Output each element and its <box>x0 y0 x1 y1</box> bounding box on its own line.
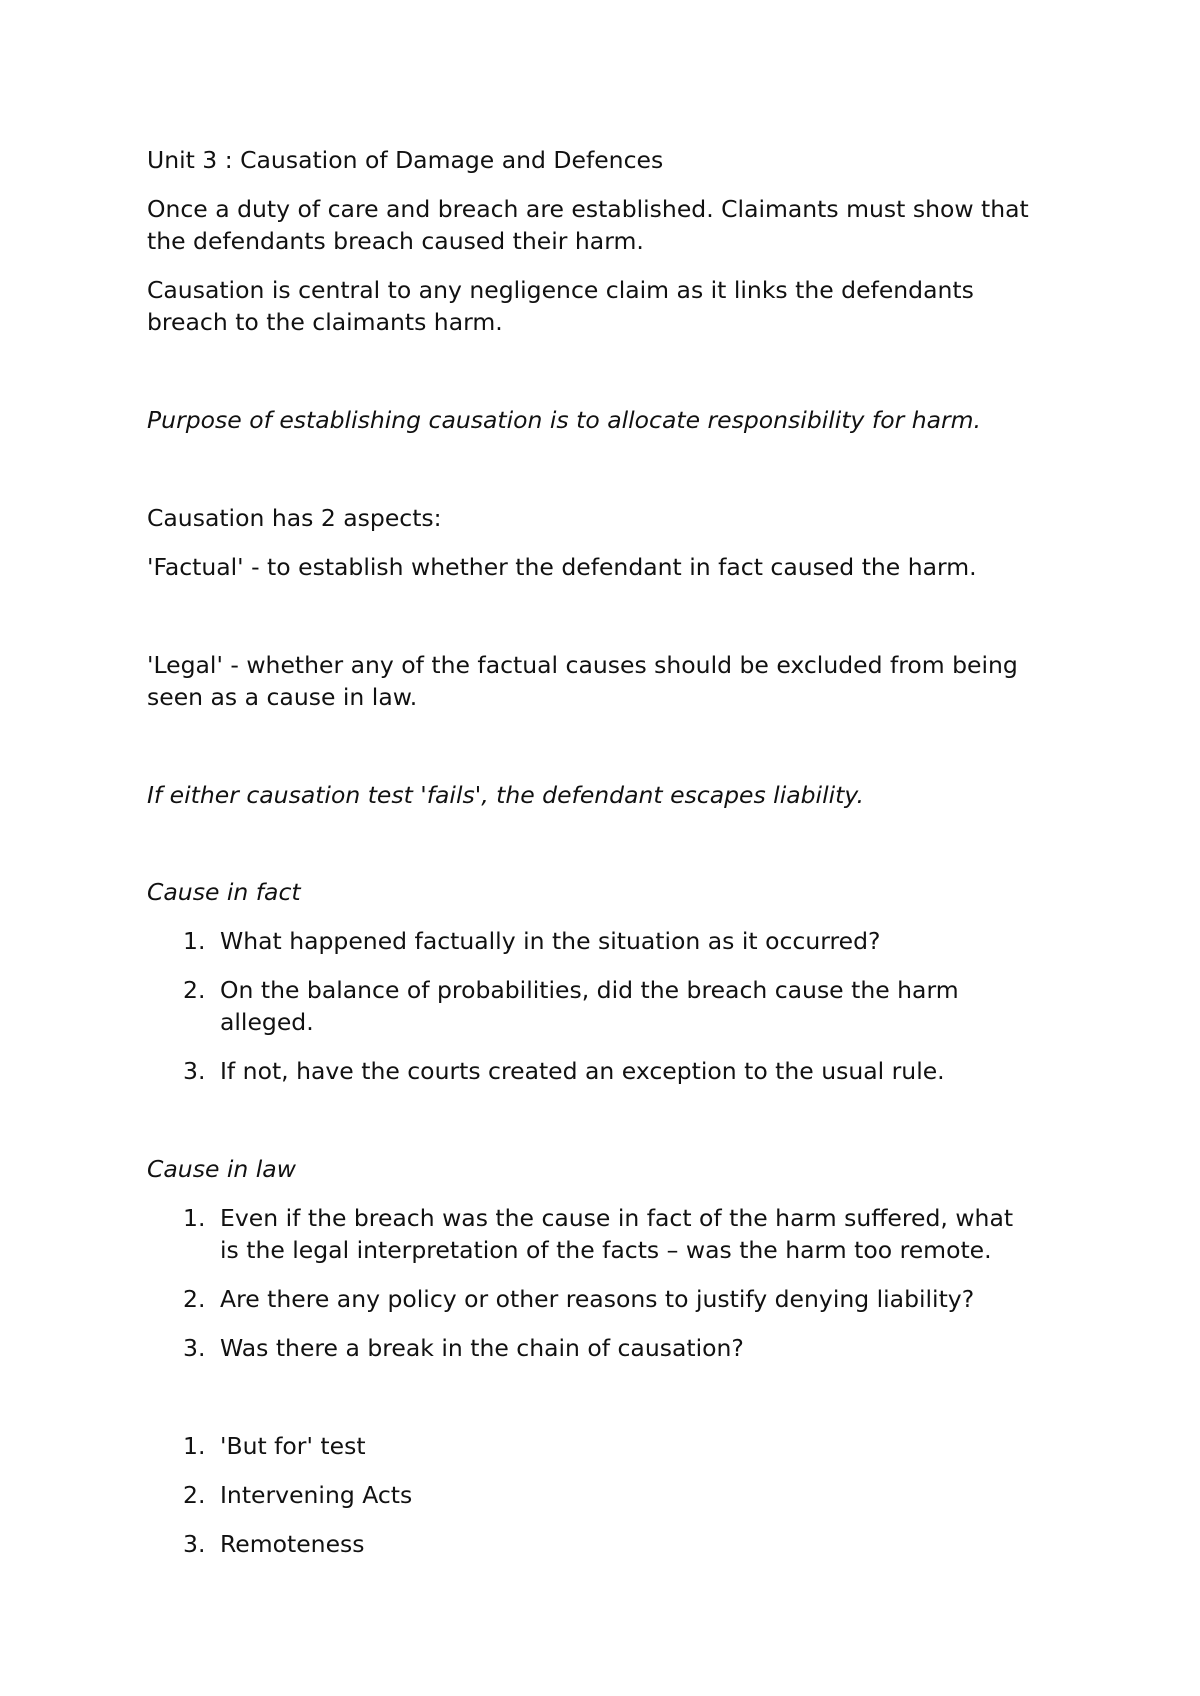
purpose-statement: Purpose of establishing causation is to allocate responsibility for harm. <box>147 406 982 434</box>
list-item-number: 1. <box>183 1432 206 1460</box>
cause-in-law-item-3: Was there a break in the chain of causation? <box>220 1334 744 1362</box>
list-item-number: 2. <box>183 1481 206 1509</box>
list-item-number: 2. <box>183 976 206 1004</box>
list-item-number: 1. <box>183 927 206 955</box>
factual-aspect: 'Factual' - to establish whether the defendant in fact caused the harm. <box>147 553 977 581</box>
cause-in-law-item-1-line-1: Even if the breach was the cause in fact of the harm suffered, what <box>220 1204 1014 1232</box>
cause-in-fact-item-2-line-1: On the balance of probabilities, did the breach cause the harm <box>220 976 959 1004</box>
cause-in-law-item-2: Are there any policy or other reasons to justify denying liability? <box>220 1285 975 1313</box>
legal-aspect-line-2: seen as a cause in law. <box>147 683 418 711</box>
either-fails-statement: If either causation test 'fails', the defendant escapes liability. <box>147 781 864 809</box>
intro-text-line-2: the defendants breach caused their harm. <box>147 227 644 255</box>
cause-in-fact-item-2-line-2: alleged. <box>220 1008 314 1036</box>
list-item-number: 3. <box>183 1057 206 1085</box>
list-item-number: 3. <box>183 1334 206 1362</box>
causation-text-line-2: breach to the claimants harm. <box>147 308 503 336</box>
legal-aspect-line-1: 'Legal' - whether any of the factual causes should be excluded from being <box>147 651 1018 679</box>
list-item-number: 2. <box>183 1285 206 1313</box>
intro-text-line-1: Once a duty of care and breach are established. Claimants must show that <box>147 195 1029 223</box>
test-item-intervening-acts: Intervening Acts <box>220 1481 413 1509</box>
list-item-number: 3. <box>183 1530 206 1558</box>
test-item-but-for: 'But for' test <box>220 1432 366 1460</box>
cause-in-fact-item-3: If not, have the courts created an exception to the usual rule. <box>220 1057 945 1085</box>
aspects-heading: Causation has 2 aspects: <box>147 504 442 532</box>
document-title: Unit 3 : Causation of Damage and Defences <box>147 146 664 174</box>
cause-in-law-item-1-line-2: is the legal interpretation of the facts – was the harm too remote. <box>220 1236 992 1264</box>
cause-in-fact-heading: Cause in fact <box>147 878 301 906</box>
test-item-remoteness: Remoteness <box>220 1530 365 1558</box>
cause-in-fact-item-1: What happened factually in the situation as it occurred? <box>220 927 881 955</box>
causation-text-line-1: Causation is central to any negligence claim as it links the defendants <box>147 276 974 304</box>
list-item-number: 1. <box>183 1204 206 1232</box>
cause-in-law-heading: Cause in law <box>147 1155 296 1183</box>
